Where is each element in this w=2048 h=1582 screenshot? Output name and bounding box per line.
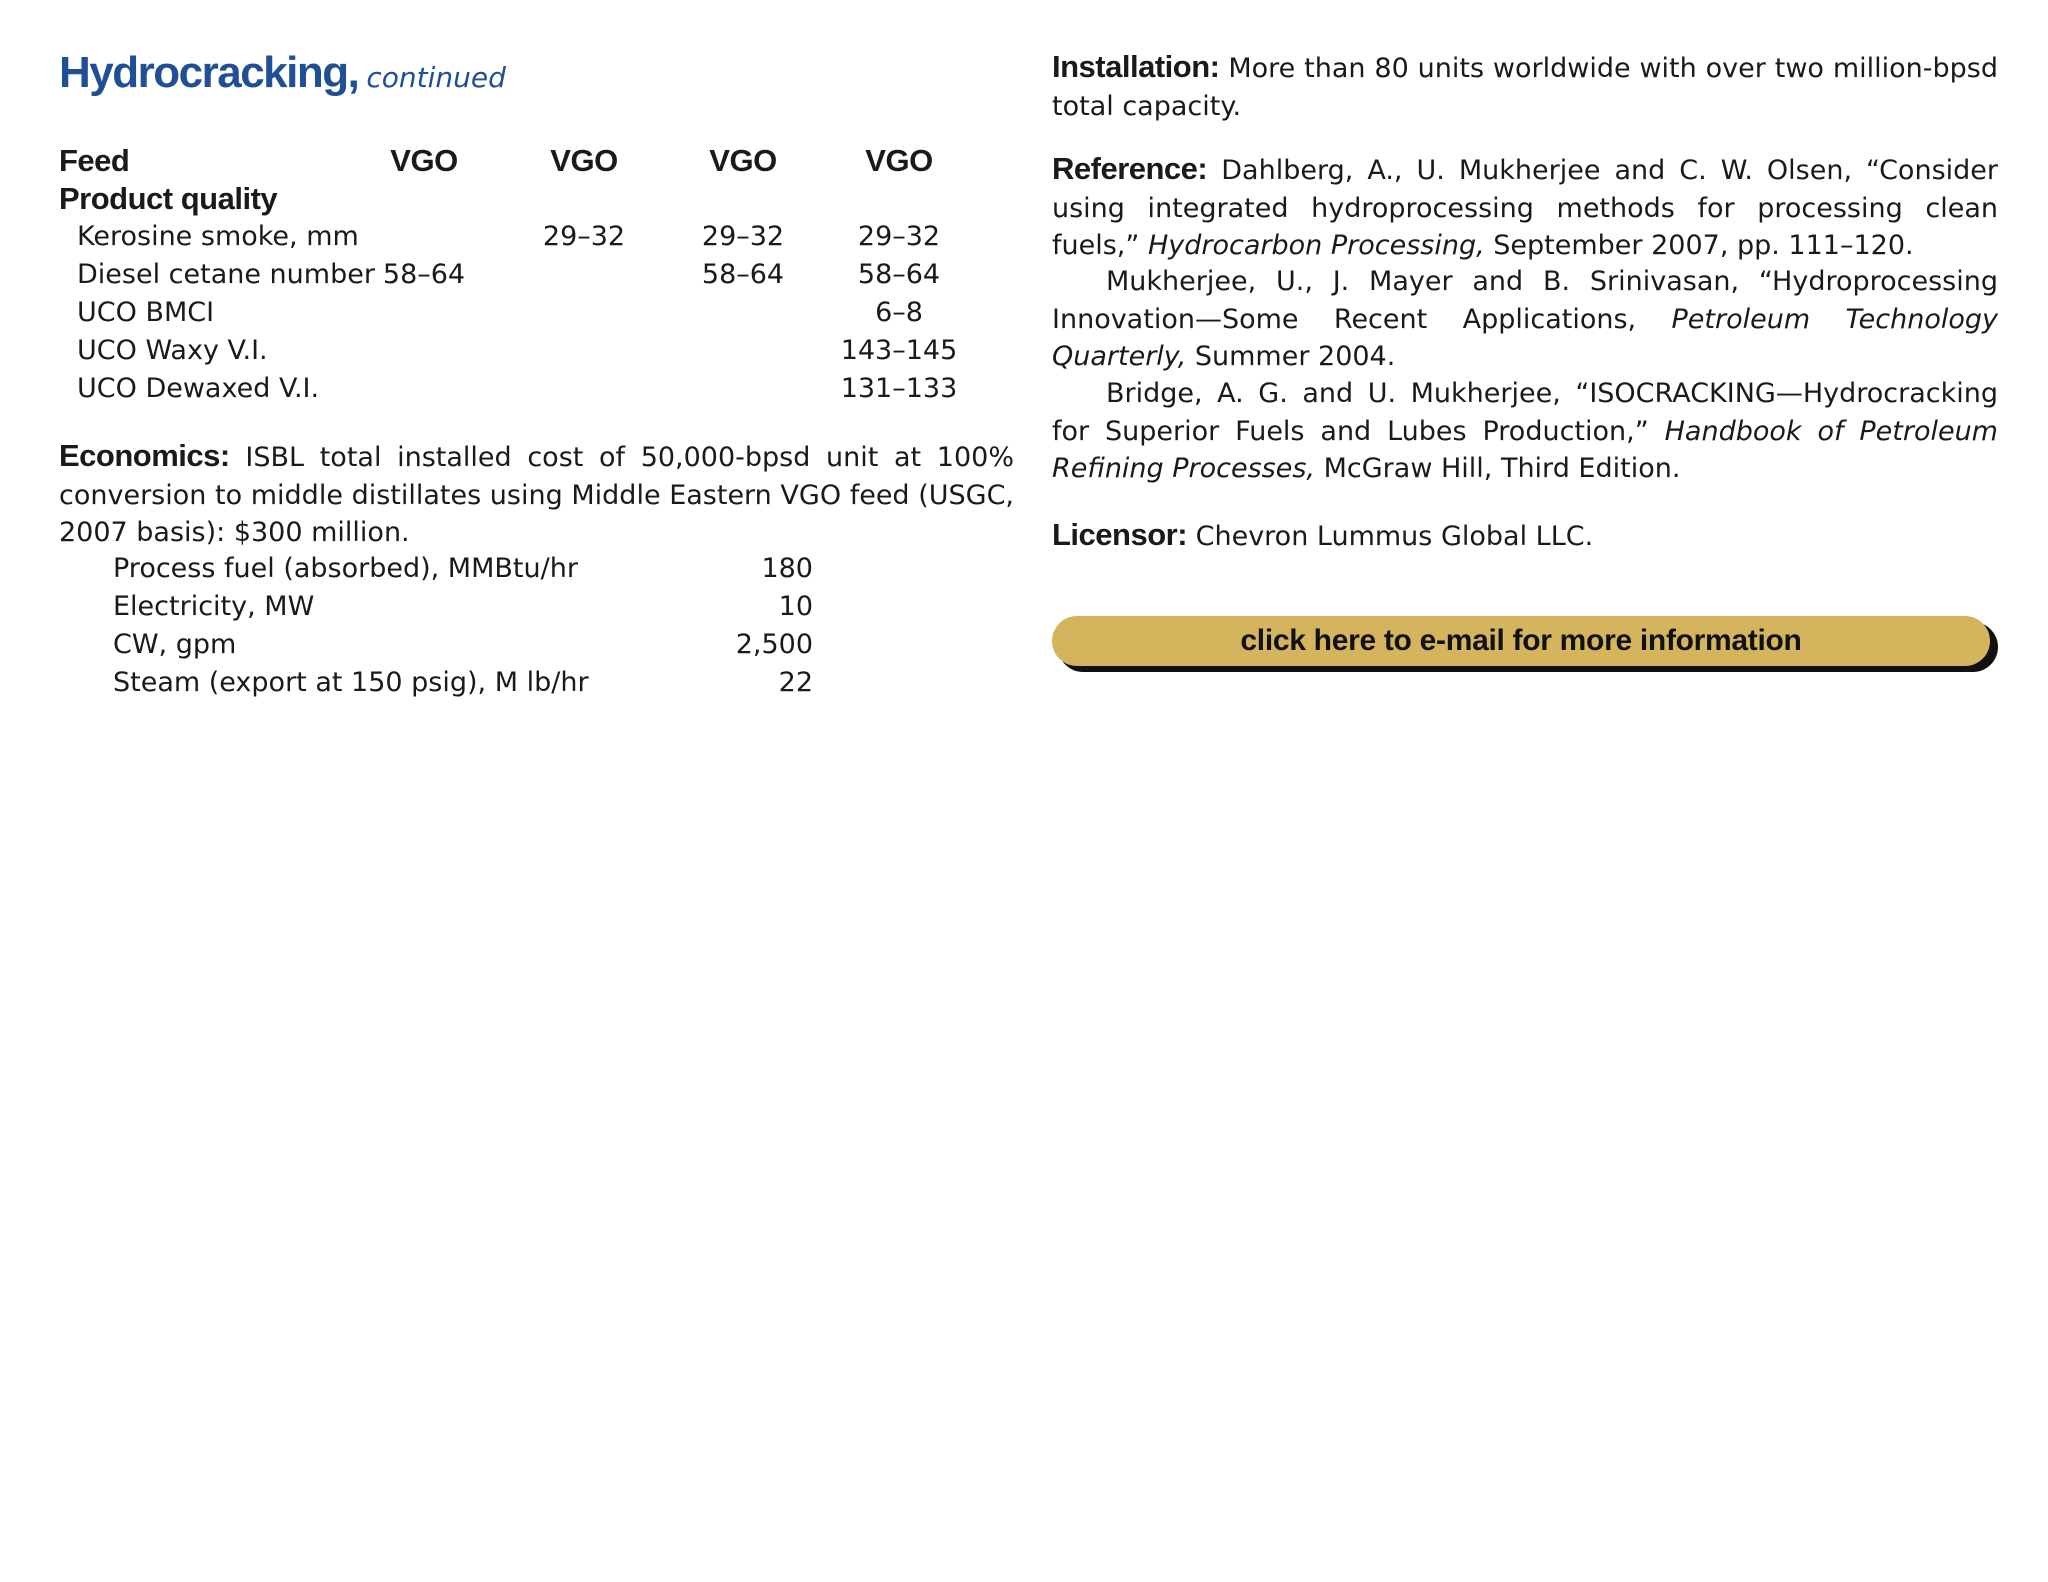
reference-2-source: Petroleum Technology Quarterly, [1052, 303, 1998, 372]
reference-1-source: Hydrocarbon Processing, [1147, 230, 1485, 261]
licensor-label: Licensor: [1052, 517, 1188, 552]
utility-label: CW, gpm [113, 629, 237, 660]
column-header: VGO [865, 143, 933, 178]
email-info-button[interactable]: click here to e-mail for more information [1052, 616, 1990, 666]
utility-row [113, 588, 813, 626]
utility-row [113, 550, 813, 588]
table-cell: 6–8 [875, 297, 923, 328]
table-cell: 29–32 [542, 221, 626, 252]
row-label: Kerosine smoke, mm [77, 221, 359, 252]
table-cell: 143–145 [840, 335, 958, 366]
row-label: UCO Dewaxed V.I. [77, 373, 320, 404]
table-cell: 131–133 [840, 373, 958, 404]
installation-label: Installation: [1052, 49, 1220, 84]
reference-paragraph [1052, 375, 1998, 488]
column-header: VGO [550, 143, 618, 178]
reference-paragraph [1052, 150, 1998, 265]
product-quality-label: Product quality [59, 181, 278, 216]
table-cell: 58–64 [857, 259, 941, 290]
table-cell: 29–32 [857, 221, 941, 252]
licensor-paragraph [1052, 516, 1998, 556]
feed-label: Feed [59, 143, 130, 178]
economics-text: ISBL total installed cost of 50,000-bpsd unit at 100% conversion to middle distillates using Middle Eastern VGO feed (USGC, 2007 basis): $300 million. [59, 442, 1014, 548]
reference-3-text: Bridge, A. G. and U. Mukherjee, “ISOCRACKING—Hydrocracking for Superior Fuels and Lubes Production,” [1052, 378, 1998, 447]
reference-2-date: Summer 2004. [1194, 341, 1396, 372]
table-cell: 29–32 [701, 221, 785, 252]
licensor-text: Chevron Lummus Global LLC. [1195, 521, 1594, 552]
page-title [59, 48, 506, 98]
reference-label: Reference: [1052, 151, 1208, 186]
utility-row [113, 664, 813, 702]
row-label: Diesel cetane number [77, 259, 375, 290]
installation-text: More than 80 units worldwide with over two million-bpsd total capacity. [1052, 53, 1998, 122]
utility-value: 10 [778, 591, 813, 622]
table-cell: 58–64 [382, 259, 466, 290]
reference-3-source: Handbook of Petroleum Refining Processes, [1052, 415, 1998, 484]
reference-2-text: Mukherjee, U., J. Mayer and B. Srinivasan, “Hydroprocessing Innovation—Some Recent Applications, [1052, 266, 1998, 335]
utility-label: Electricity, MW [113, 591, 315, 622]
utility-value: 180 [761, 553, 813, 584]
title-main: Hydrocracking, [59, 48, 359, 97]
utility-label: Process fuel (absorbed), MMBtu/hr [113, 553, 578, 584]
table-cell: 58–64 [701, 259, 785, 290]
reference-1-date: September 2007, pp. 111–120. [1493, 230, 1914, 261]
utility-value: 2,500 [735, 629, 813, 660]
installation-paragraph [1052, 48, 1998, 125]
email-info-button-wrap [1052, 616, 1998, 672]
reference-1-text: Dahlberg, A., U. Mukherjee and C. W. Olsen, “Consider using integrated hydroprocessing methods for processing clean fuels,” [1052, 155, 1998, 261]
utility-row [113, 626, 813, 664]
column-header: VGO [390, 143, 458, 178]
row-label: UCO BMCI [77, 297, 215, 328]
reference-3-date: McGraw Hill, Third Edition. [1323, 453, 1681, 484]
column-header: VGO [709, 143, 777, 178]
row-label: UCO Waxy V.I. [77, 335, 268, 366]
economics-label: Economics: [59, 438, 230, 473]
utility-value: 22 [778, 667, 813, 698]
reference-paragraph [1052, 263, 1998, 376]
title-sub: continued [366, 61, 506, 94]
utility-label: Steam (export at 150 psig), M lb/hr [113, 667, 589, 698]
economics-paragraph [59, 437, 1014, 552]
